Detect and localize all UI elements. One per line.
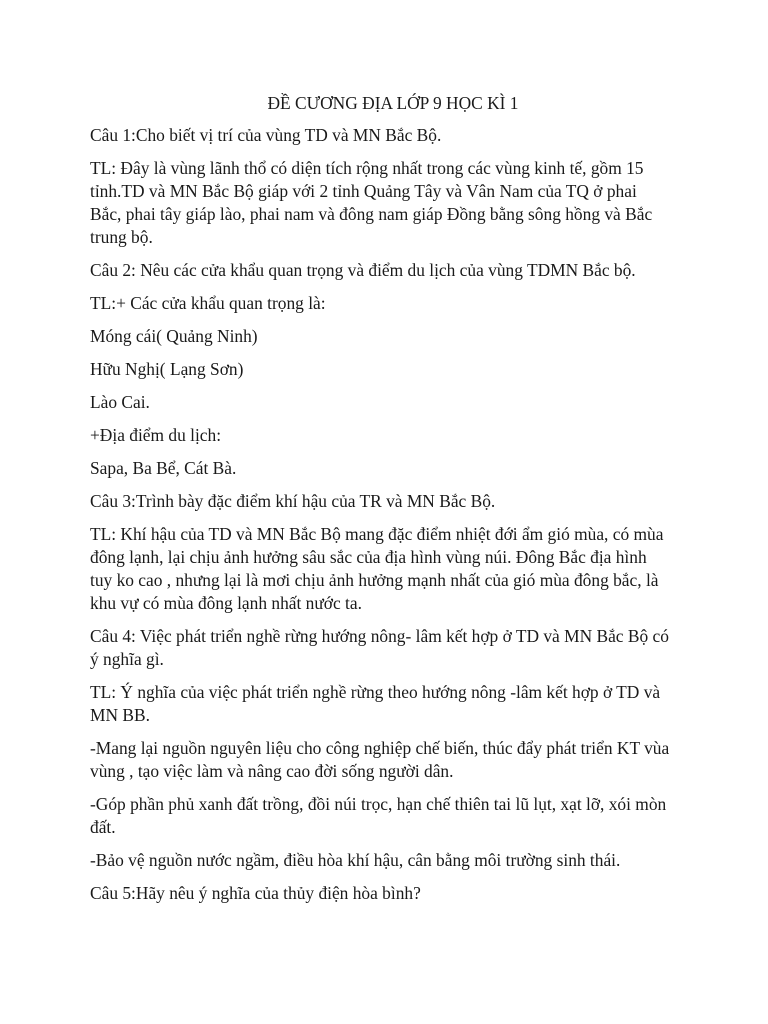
text-line: Câu 5:Hãy nêu ý nghĩa của thủy điện hòa bình?: [90, 883, 421, 903]
text-line: vùng , tạo việc làm và nâng cao đời sống người dân.: [90, 761, 454, 781]
text-line: Móng cái( Quảng Ninh): [90, 326, 258, 346]
text-line: TL:+ Các cửa khẩu quan trọng là:: [90, 293, 326, 313]
text-line: TL: Ý nghĩa của việc phát triển nghề rừng theo hướng nông -lâm kết hợp ở TD và: [90, 682, 661, 702]
text-line: ý nghĩa gì.: [90, 649, 164, 669]
document-page: [90, 92, 690, 915]
text-line: Câu 1:Cho biết vị trí của vùng TD và MN Bắc Bộ.: [90, 125, 442, 145]
document-title: ĐỀ CƯƠNG ĐỊA LỚP 9 HỌC KÌ 1: [267, 93, 519, 113]
paragraph-question-3: [90, 490, 690, 513]
text-line: đất.: [90, 817, 116, 837]
paragraph-answer-4: [90, 681, 690, 727]
text-line: Câu 4: Việc phát triển nghề rừng hướng nông- lâm kết hợp ở TD và MN Bắc Bộ có: [90, 626, 669, 646]
paragraph-question-5: [90, 882, 690, 905]
paragraph-question-1: [90, 124, 690, 147]
paragraph-answer-3: [90, 523, 690, 615]
text-line: -Mang lại nguồn nguyên liệu cho công nghiệp chế biến, thúc đẩy phát triển KT vùa: [90, 738, 670, 758]
text-line: Câu 2: Nêu các cửa khẩu quan trọng và điểm du lịch của vùng TDMN Bắc bộ.: [90, 260, 636, 280]
paragraph-tourism-heading: [90, 424, 690, 447]
text-line: -Bảo vệ nguồn nước ngầm, điều hòa khí hậu, cân bằng môi trường sinh thái.: [90, 850, 621, 870]
paragraph-border-gate-1: [90, 325, 690, 348]
text-line: trung bộ.: [90, 227, 153, 247]
text-line: tuy ko cao , nhưng lại là mơi chịu ảnh hưởng mạnh nhất của gió mùa đông bắc, là: [90, 570, 659, 590]
text-line: +Địa điểm du lịch:: [90, 425, 222, 445]
text-line: tỉnh.TD và MN Bắc Bộ giáp với 2 tỉnh Quảng Tây và Vân Nam của TQ ở phai: [90, 181, 637, 201]
text-line: Lào Cai.: [90, 392, 150, 412]
paragraph-answer-4-point-1: [90, 737, 690, 783]
text-line: TL: Khí hậu của TD và MN Bắc Bộ mang đặc điểm nhiệt đới ẩm gió mùa, có mùa: [90, 524, 664, 544]
text-line: Bắc, phai tây giáp lào, phai nam và đông nam giáp Đồng bằng sông hồng và Bắc: [90, 204, 653, 224]
paragraph-border-gate-2: [90, 358, 690, 381]
text-line: MN BB.: [90, 705, 150, 725]
paragraph-answer-4-point-3: [90, 849, 690, 872]
paragraph-answer-2-heading: [90, 292, 690, 315]
paragraph-answer-4-point-2: [90, 793, 690, 839]
paragraph-tourism-list: [90, 457, 690, 480]
text-line: Sapa, Ba Bể, Cát Bà.: [90, 458, 237, 478]
text-line: khu vự có mùa đông lạnh nhất nước ta.: [90, 593, 362, 613]
text-line: đông lạnh, lại chịu ảnh hưởng sâu sắc của địa hình vùng núi. Đông Bắc địa hình: [90, 547, 647, 567]
paragraph-question-2: [90, 259, 690, 282]
paragraph-border-gate-3: [90, 391, 690, 414]
text-line: -Góp phần phủ xanh đất trồng, đồi núi trọc, hạn chế thiên tai lũ lụt, xạt lỡ, xói mòn: [90, 794, 667, 814]
paragraph-question-4: [90, 625, 690, 671]
text-line: TL: Đây là vùng lãnh thổ có diện tích rộng nhất trong các vùng kinh tế, gồm 15: [90, 158, 644, 178]
text-line: Hữu Nghị( Lạng Sơn): [90, 359, 244, 379]
text-line: Câu 3:Trình bày đặc điểm khí hậu của TR và MN Bắc Bộ.: [90, 491, 496, 511]
paragraph-answer-1: [90, 157, 690, 249]
